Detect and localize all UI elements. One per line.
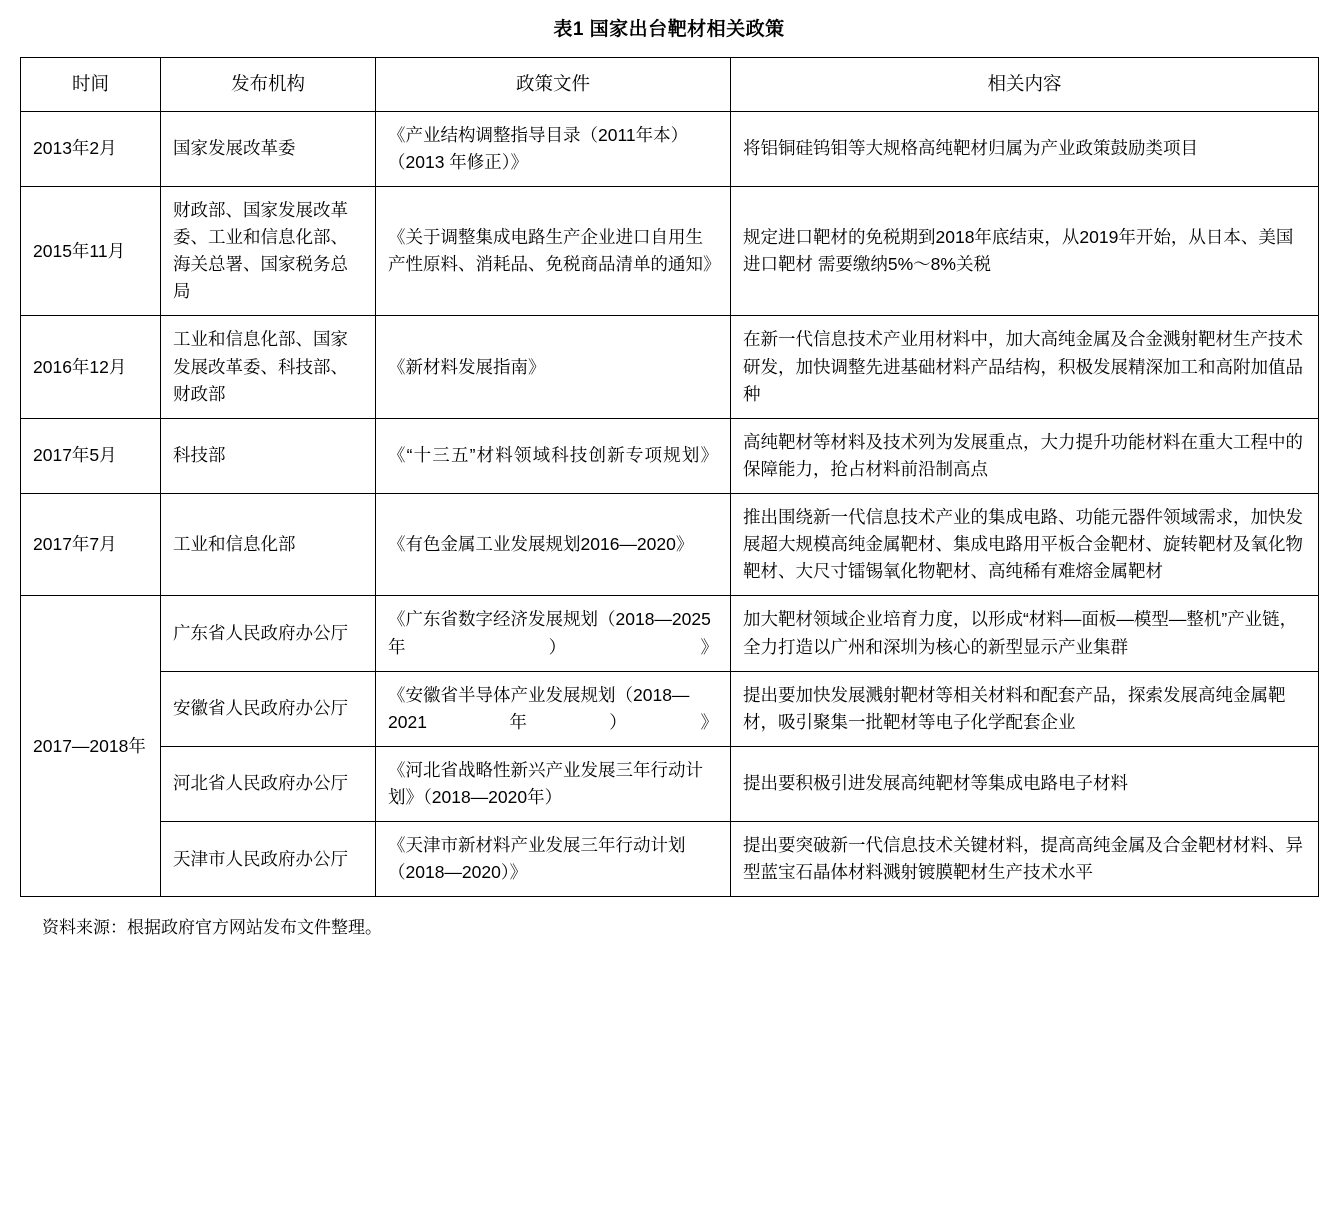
cell-document: 《广东省数字经济发展规划（2018—2025年）》 xyxy=(376,596,731,671)
column-header-time: 时间 xyxy=(21,58,161,112)
cell-organization: 国家发展改革委 xyxy=(161,111,376,186)
table-body xyxy=(21,111,1319,897)
cell-content: 加大靶材领域企业培育力度，以形成“材料—面板—模型—整机”产业链，全力打造以广州和深圳为核心的新型显示产业集群 xyxy=(731,596,1319,671)
cell-time: 2016年12月 xyxy=(21,316,161,418)
cell-organization: 广东省人民政府办公厅 xyxy=(161,596,376,671)
cell-time: 2013年2月 xyxy=(21,111,161,186)
cell-content: 提出要积极引进发展高纯靶材等集成电路电子材料 xyxy=(731,746,1319,821)
table-row xyxy=(21,186,1319,316)
table-header xyxy=(21,58,1319,112)
cell-content: 在新一代信息技术产业用材料中，加大高纯金属及合金溅射靶材生产技术研发，加快调整先进基础材料产品结构，积极发展精深加工和高附加值品种 xyxy=(731,316,1319,418)
cell-time-grouped: 2017—2018年 xyxy=(21,596,161,897)
cell-organization: 安徽省人民政府办公厅 xyxy=(161,671,376,746)
cell-organization: 工业和信息化部 xyxy=(161,494,376,596)
cell-document: 《“十三五”材料领域科技创新专项规划》 xyxy=(376,418,731,493)
cell-content: 高纯靶材等材料及技术列为发展重点，大力提升功能材料在重大工程中的保障能力，抢占材料前沿制高点 xyxy=(731,418,1319,493)
cell-document: 《天津市新材料产业发展三年行动计划（2018—2020）》 xyxy=(376,822,731,897)
table-row xyxy=(21,596,1319,671)
cell-document: 《产业结构调整指导目录（2011年本）（2013 年修正）》 xyxy=(376,111,731,186)
table-header-row xyxy=(21,58,1319,112)
cell-content: 提出要突破新一代信息技术关键材料，提高高纯金属及合金靶材材料、异型蓝宝石晶体材料溅射镀膜靶材生产技术水平 xyxy=(731,822,1319,897)
column-header-document: 政策文件 xyxy=(376,58,731,112)
cell-content: 将铝铜硅钨钼等大规格高纯靶材归属为产业政策鼓励类项目 xyxy=(731,111,1319,186)
cell-document: 《新材料发展指南》 xyxy=(376,316,731,418)
cell-time: 2017年7月 xyxy=(21,494,161,596)
cell-time: 2017年5月 xyxy=(21,418,161,493)
table-row xyxy=(21,418,1319,493)
column-header-organization: 发布机构 xyxy=(161,58,376,112)
cell-organization: 财政部、国家发展改革委、工业和信息化部、海关总署、国家税务总局 xyxy=(161,186,376,316)
cell-document: 《关于调整集成电路生产企业进口自用生产性原料、消耗品、免税商品清单的通知》 xyxy=(376,186,731,316)
cell-content: 提出要加快发展溅射靶材等相关材料和配套产品，探索发展高纯金属靶材，吸引聚集一批靶材等电子化学配套企业 xyxy=(731,671,1319,746)
cell-document: 《有色金属工业发展规划2016—2020》 xyxy=(376,494,731,596)
table-row xyxy=(21,111,1319,186)
table-row xyxy=(21,494,1319,596)
cell-content: 规定进口靶材的免税期到2018年底结束，从2019年开始，从日本、美国进口靶材 需要缴纳5%～8%关税 xyxy=(731,186,1319,316)
table-row xyxy=(21,671,1319,746)
table-row xyxy=(21,316,1319,418)
cell-organization: 天津市人民政府办公厅 xyxy=(161,822,376,897)
cell-document: 《安徽省半导体产业发展规划（2018—2021年）》 xyxy=(376,671,731,746)
table-row xyxy=(21,822,1319,897)
cell-organization: 河北省人民政府办公厅 xyxy=(161,746,376,821)
source-note: 资料来源：根据政府官方网站发布文件整理。 xyxy=(42,918,382,938)
cell-document: 《河北省战略性新兴产业发展三年行动计划》（2018—2020年） xyxy=(376,746,731,821)
cell-organization: 科技部 xyxy=(161,418,376,493)
column-header-content: 相关内容 xyxy=(731,58,1319,112)
cell-time: 2015年11月 xyxy=(21,186,161,316)
policy-table xyxy=(20,57,1319,897)
cell-organization: 工业和信息化部、国家发展改革委、科技部、财政部 xyxy=(161,316,376,418)
table-row xyxy=(21,746,1319,821)
table-title: 表1 国家出台靶材相关政策 xyxy=(553,19,785,40)
cell-content: 推出围绕新一代信息技术产业的集成电路、功能元器件领域需求，加快发展超大规模高纯金属靶材、集成电路用平板合金靶材、旋转靶材及氧化物靶材、大尺寸镭锡氧化物靶材、高纯稀有难熔金属靶材 xyxy=(731,494,1319,596)
